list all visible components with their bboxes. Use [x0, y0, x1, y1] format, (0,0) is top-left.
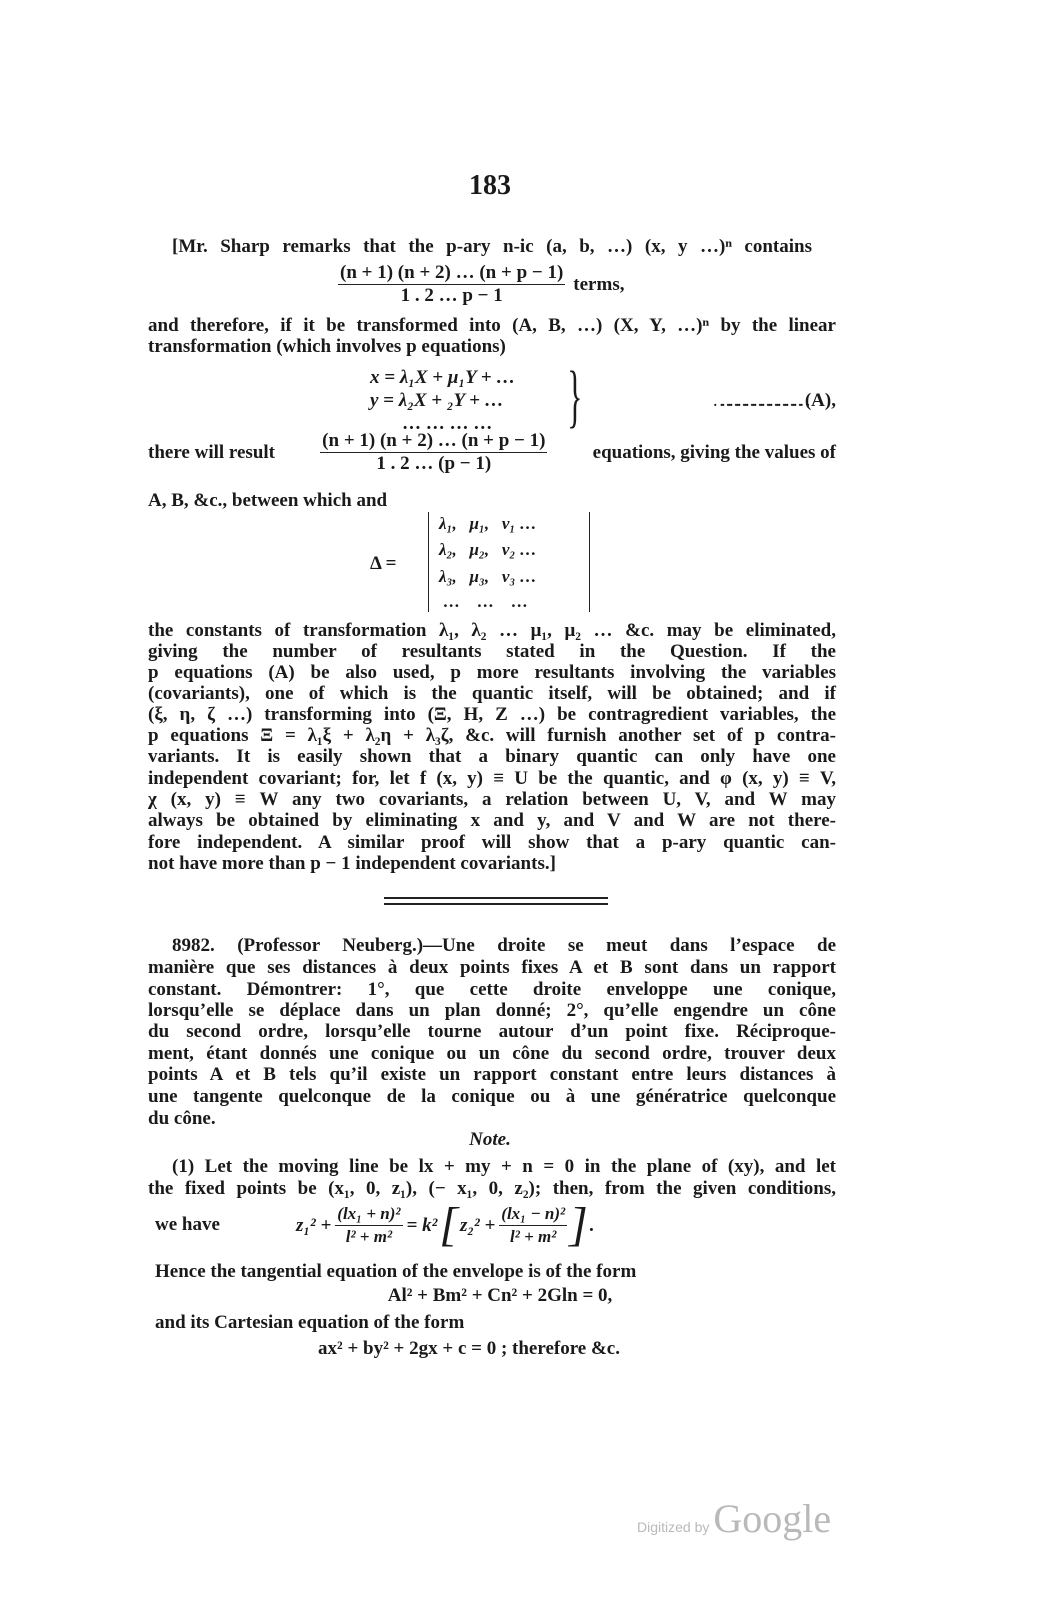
eq-end: .	[589, 1214, 595, 1236]
watermark-prefix: Digitized by	[637, 1519, 710, 1535]
fraction-denominator: 1 . 2 … (p − 1)	[376, 453, 492, 474]
terms-row	[338, 262, 624, 307]
google-logo: Google	[713, 1496, 832, 1541]
sharp-line-4: A, B, &c., between which and	[148, 490, 388, 511]
result-post: equations, giving the values of	[592, 442, 836, 463]
determinant	[428, 512, 590, 612]
determinant-row: λ₂, μ₂, ν₂ …	[439, 540, 537, 559]
text-line: variants. It is easily shown that a binary quantic can only have one	[148, 746, 836, 767]
hence-line: Hence the tangential equation of the envelope is of the form	[155, 1261, 637, 1282]
equation-label: …………………………… (A),	[712, 390, 836, 411]
text-line: fore independent. A similar proof will show that a p-ary quantic can-	[148, 832, 836, 853]
text-line: giving the number of resultants stated in the Question. If the	[148, 641, 836, 662]
sharp-line-1: [Mr. Sharp remarks that the p-ary n-ic (a, b, …) (x, y …)ⁿ contains	[172, 236, 812, 257]
note-line-1: (1) Let the moving line be lx + my + n = 0 in the plane of (xy), and let	[172, 1156, 836, 1177]
text-line: not have more than p − 1 independent covariants.]	[148, 853, 556, 874]
envelope-equation	[296, 1199, 595, 1251]
fraction-numerator: (n + 1) (n + 2) … (n + p − 1)	[340, 262, 564, 283]
text-line: constant. Démontrer: 1°, que cette droite enveloppe une conique,	[148, 979, 836, 1000]
sharp-line-3: transformation (which involves p equations)	[148, 336, 506, 357]
section-divider	[384, 897, 608, 899]
text-line: χ (x, y) ≡ W any two covariants, a relation between U, V, and W may	[148, 789, 836, 810]
result-row	[148, 430, 836, 475]
note-heading: Note.	[469, 1129, 511, 1150]
text-line: (ξ, η, ζ …) transforming into (Ξ, H, Z …) be contragredient variables, the	[148, 704, 836, 725]
text-line: une tangente quelconque de la conique ou à une génératrice quelconque	[148, 1086, 836, 1107]
page-number: 183	[469, 170, 511, 201]
equation-3: … … … …	[402, 413, 493, 434]
note-line-2: the fixed points be (x₁, 0, z₁), (− x₁, 0, z₂); then, from the given conditions,	[148, 1178, 836, 1199]
text-line: ment, étant donnés une conique ou un cône du second ordre, trouver deux	[148, 1043, 836, 1064]
eq-z2: z₂² +	[459, 1214, 496, 1236]
text-line: p equations Ξ = λ₁ξ + λ₂η + λ₃ζ, &c. will furnish another set of p contra-	[148, 725, 836, 746]
cartesian-intro: and its Cartesian equation of the form	[155, 1312, 465, 1333]
text-line: p equations (A) be also used, p more resultants involving the variables	[148, 662, 836, 683]
result-pre: there will result	[148, 442, 275, 463]
delta-label: Δ =	[370, 553, 397, 574]
text-line: du cône.	[148, 1108, 216, 1129]
fraction-denominator: l² + m²	[510, 1226, 557, 1246]
fraction-numerator: (n + 1) (n + 2) … (n + p − 1)	[322, 430, 546, 451]
text-line: independent covariant; for, let f (x, y) ≡ U be the quantic, and φ (x, y) ≡ V,	[148, 768, 836, 789]
sharp-line-2: and therefore, if it be transformed into (A, B, …) (X, Y, …)ⁿ by the linear	[148, 315, 836, 336]
text-line: lorsqu’elle se déplace dans un plan donné; 2°, qu’elle engendre un cône	[148, 1000, 836, 1021]
fraction-denominator: l² + m²	[345, 1226, 393, 1246]
digitized-by-google-watermark	[637, 1495, 831, 1542]
text-line: du second ordre, lorsqu’elle tourne autour d’un point fixe. Réciproque-	[148, 1021, 836, 1042]
right-bracket-icon: ]	[569, 1198, 588, 1251]
fraction-numerator: (lx₁ + n)²	[335, 1203, 402, 1226]
text-line: manière que ses distances à deux points fixes A et B sont dans un rapport	[148, 957, 836, 978]
text-line: always be obtained by eliminating x and y, and V and W are not there-	[148, 810, 836, 831]
determinant-row: λ₃, μ₃, ν₃ …	[439, 567, 537, 586]
determinant-row: λ₁, μ₁, ν₁ …	[439, 514, 537, 533]
tangential-equation: Al² + Bm² + Cn² + 2Gln = 0,	[387, 1285, 613, 1306]
left-bracket-icon: [	[439, 1198, 458, 1251]
eq-lhs: z₁² +	[296, 1214, 332, 1236]
section-divider	[384, 903, 608, 905]
text-line: 8982. (Professor Neuberg.)—Une droite se meut dans l’espace de	[172, 935, 836, 956]
terms-label: terms,	[573, 274, 625, 295]
we-have-label: we have	[155, 1214, 220, 1235]
determinant-row: … … …	[439, 592, 529, 611]
text-line: points A et B tels qu’il existe un rapport constant entre leurs distances à	[148, 1064, 836, 1085]
cartesian-equation: ax² + by² + 2gx + c = 0 ; therefore &c.	[318, 1338, 620, 1359]
text-line: the constants of transformation λ₁, λ₂ … μ₁, μ₂ … &c. may be eliminated,	[148, 620, 836, 641]
fraction-denominator: 1 . 2 … p − 1	[400, 285, 503, 306]
fraction-terms	[338, 262, 565, 307]
fraction-numerator: (lx₁ − n)²	[499, 1203, 567, 1226]
equation-2: y = λ₂X + ₂Y + …	[370, 390, 504, 411]
equation-1: x = λ₁X + μ₁Y + …	[370, 367, 516, 388]
eq-fraction-2	[499, 1203, 567, 1248]
eq-fraction-1	[335, 1203, 402, 1248]
right-brace-icon: }	[567, 358, 583, 435]
fraction-equations	[320, 430, 547, 475]
eq-mid: = k²	[406, 1214, 438, 1236]
text-line: (covariants), one of which is the quantic itself, will be obtained; and if	[148, 683, 836, 704]
